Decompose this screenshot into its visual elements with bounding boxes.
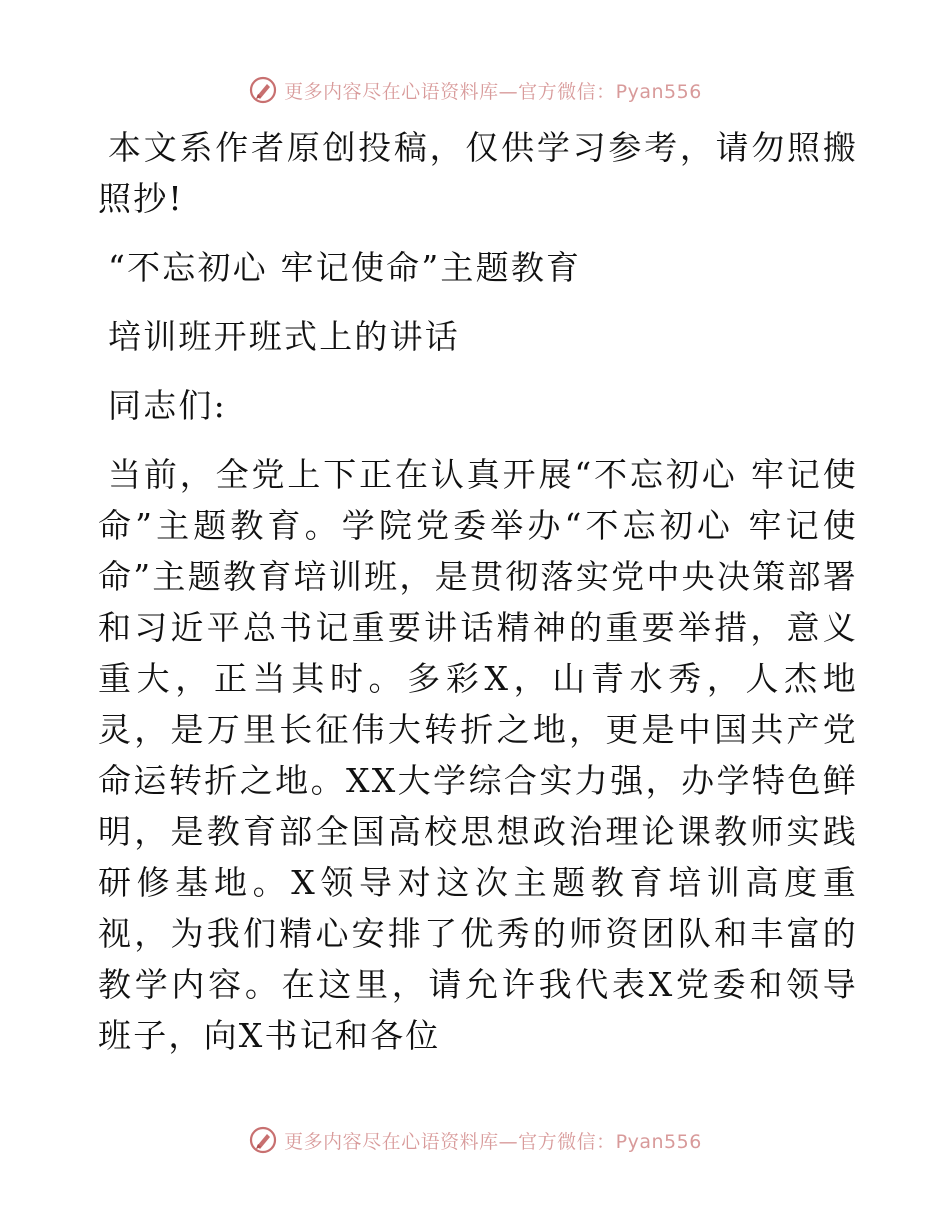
header-watermark [0,70,950,110]
footer-watermark [0,1120,950,1160]
intro-notice: 本文系作者原创投稿，仅供学习参考，请勿照搬照抄! [98,128,858,218]
watermark-text: 更多内容尽在心语资料库—官方微信：Pyan556 [284,80,702,103]
pen-logo-icon [248,75,278,105]
greeting: 同志们: [108,386,227,425]
title-line-1: “不忘初心 牢记使命”主题教育 [108,248,582,287]
document-body [98,122,858,1061]
body-paragraph: 当前，全党上下正在认真开展“不忘初心 牢记使命”主题教育。学院党委举办“不忘初心 牢记使命”主题教育培训班，是贯彻落实党中央决策部署和习近平总书记重要讲话精神的重要举措，意义重大，正当其时。多彩X，山青水秀，人杰地灵，是万里长征伟大转折之地，更是中国共产党命运转折之地。XX大学综合实力强，办学特色鲜明，是教育部全国高校思想政治理论课教师实践研修基地。X领导对这次主题教育培训高度重视，为我们精心安排了优秀的师资团队和丰富的教学内容。在这里，请允许我代表X党委和领导班子，向X书记和各位 [98,455,858,1055]
watermark-text: 更多内容尽在心语资料库—官方微信：Pyan556 [284,1130,702,1153]
title-line-2: 培训班开班式上的讲话 [108,317,460,356]
pen-logo-icon [248,1125,278,1155]
